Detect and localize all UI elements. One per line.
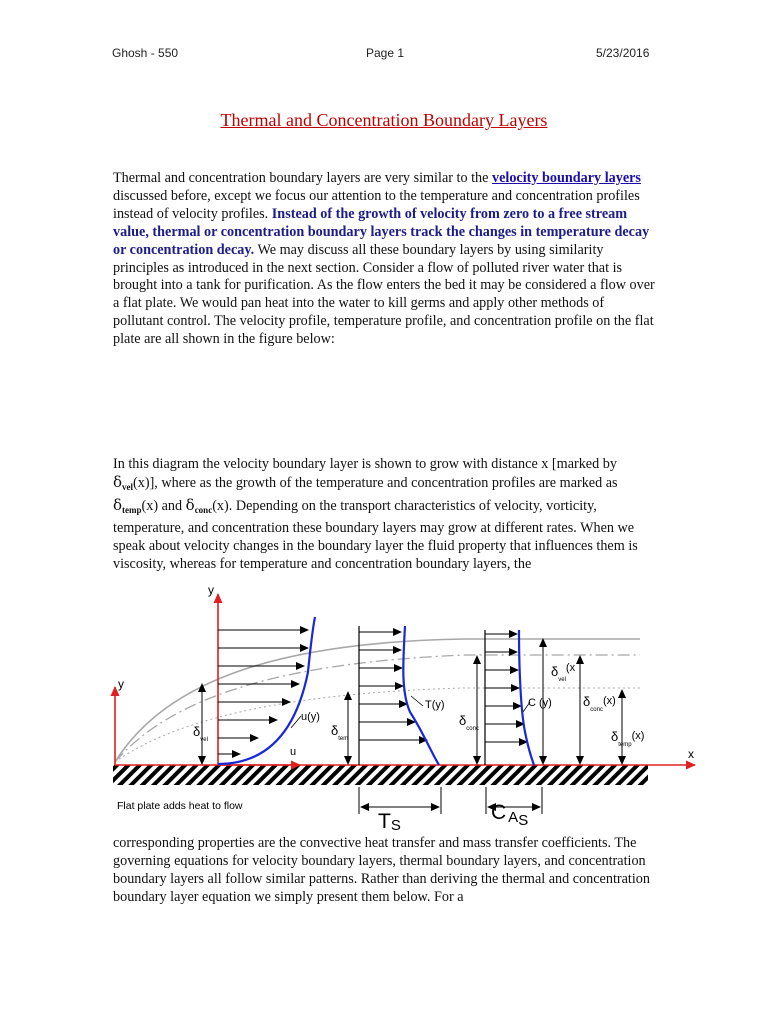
delta-tem-label: $\delta_{tem}$ [331,723,349,742]
header-date: 5/23/2016 [596,46,650,60]
T-label-leader [411,696,423,706]
C-of-y-label: C (y) [528,697,552,709]
page-title: Thermal and Concentration Boundary Layers [220,110,548,130]
u-of-y-label: u(y) [301,711,320,723]
delta-conc-label: $\delta_{conc}$ [459,713,479,732]
para2-text-b: (x)], where as the growth of the temperature and concentration profiles are marked as [133,474,618,491]
x-axis-label: x [688,747,694,761]
delta-symbol: δ [113,472,123,491]
para1-text-a: Thermal and concentration boundary layers are very similar to the [113,170,492,186]
subscript-temp: temp [122,504,142,515]
para1-text-b: discussed before, except we focus our attention to the temperature and concentration profiles instead of velocity profiles. [113,187,640,222]
para1-text-c: We may discuss all these boundary layers by using similarity principles as introduced in the next section. Consider a flow of polluted river water that is brought into a tank for purification. As the flow enters the bed it may be considered a flow over a flat plate. We would pan heat into the water to kill germs and apply other methods of pollutant control. The velocity profile, temperature profile, and concentration profile on the flat plate are all shown in the figure below: [113,241,655,348]
delta-vel-label: $\delta_{vel}$ [193,724,208,743]
delta-conc-right-label: $\delta_{conc}^{(x)}$ [583,694,616,713]
cas-label: C AS [491,801,529,829]
velocity-layer-growth-curve [115,639,640,762]
paragraph-intro [113,170,658,349]
para2-text-a: In this diagram the velocity boundary layer is shown to grow with distance x [marked by [113,456,617,472]
para2-text-c: (x) and [141,497,186,514]
T-of-y-label: T(y) [425,699,445,711]
subscript-vel: vel [122,481,134,492]
u-label: u [290,746,297,758]
header-author: Ghosh - 550 [112,46,179,60]
temperature-profile-curve [403,626,439,765]
para1-emphasis: Instead of the growth of velocity from zero to a free stream value, thermal or concentration boundary layers track the changes in temperature decay or concentration decay. [113,205,650,258]
delta-vel-right-label: $\delta_{vel}^{(x}$ [551,662,576,683]
boundary-layer-figure [105,582,700,834]
subscript-conc: conc [194,504,213,515]
para2-text-d: (x). Depending on the transport characteristics of velocity, vorticity, temperature, and concentration these boundary layers may grow at different rates. When we speak about velocity changes in the boundary layer the fluid property that influences them is viscosity, whereas for temperature and concentration boundary layers, the [113,497,638,572]
velocity-boundary-layers-link[interactable]: velocity boundary layers [491,170,641,186]
header-page-number: Page 1 [366,46,405,60]
delta-temp-right-label: $\delta_{temp}^{(x)}$ [611,729,645,748]
concentration-layer-growth-curve [115,655,640,762]
y-axis-left-label: y [118,677,124,691]
flat-plate [113,765,648,785]
delta-symbol: δ [185,495,195,514]
delta-symbol: δ [113,495,123,514]
ts-label: TS [378,810,401,834]
y-axis-main-label: y [208,583,214,597]
velocity-profile-arrows [218,630,308,754]
paragraph-governing-equations: corresponding properties are the convective heat transfer and mass transfer coefficients. The governing equations for velocity boundary layers, thermal boundary layers, and concentration boundary layers all follow similar patterns. Rather than deriving the thermal and concentration boundary layer equation we simply present them below. For a [113,835,650,905]
paragraph-diagram-description [113,456,658,573]
plate-caption: Flat plate adds heat to flow [117,800,243,812]
